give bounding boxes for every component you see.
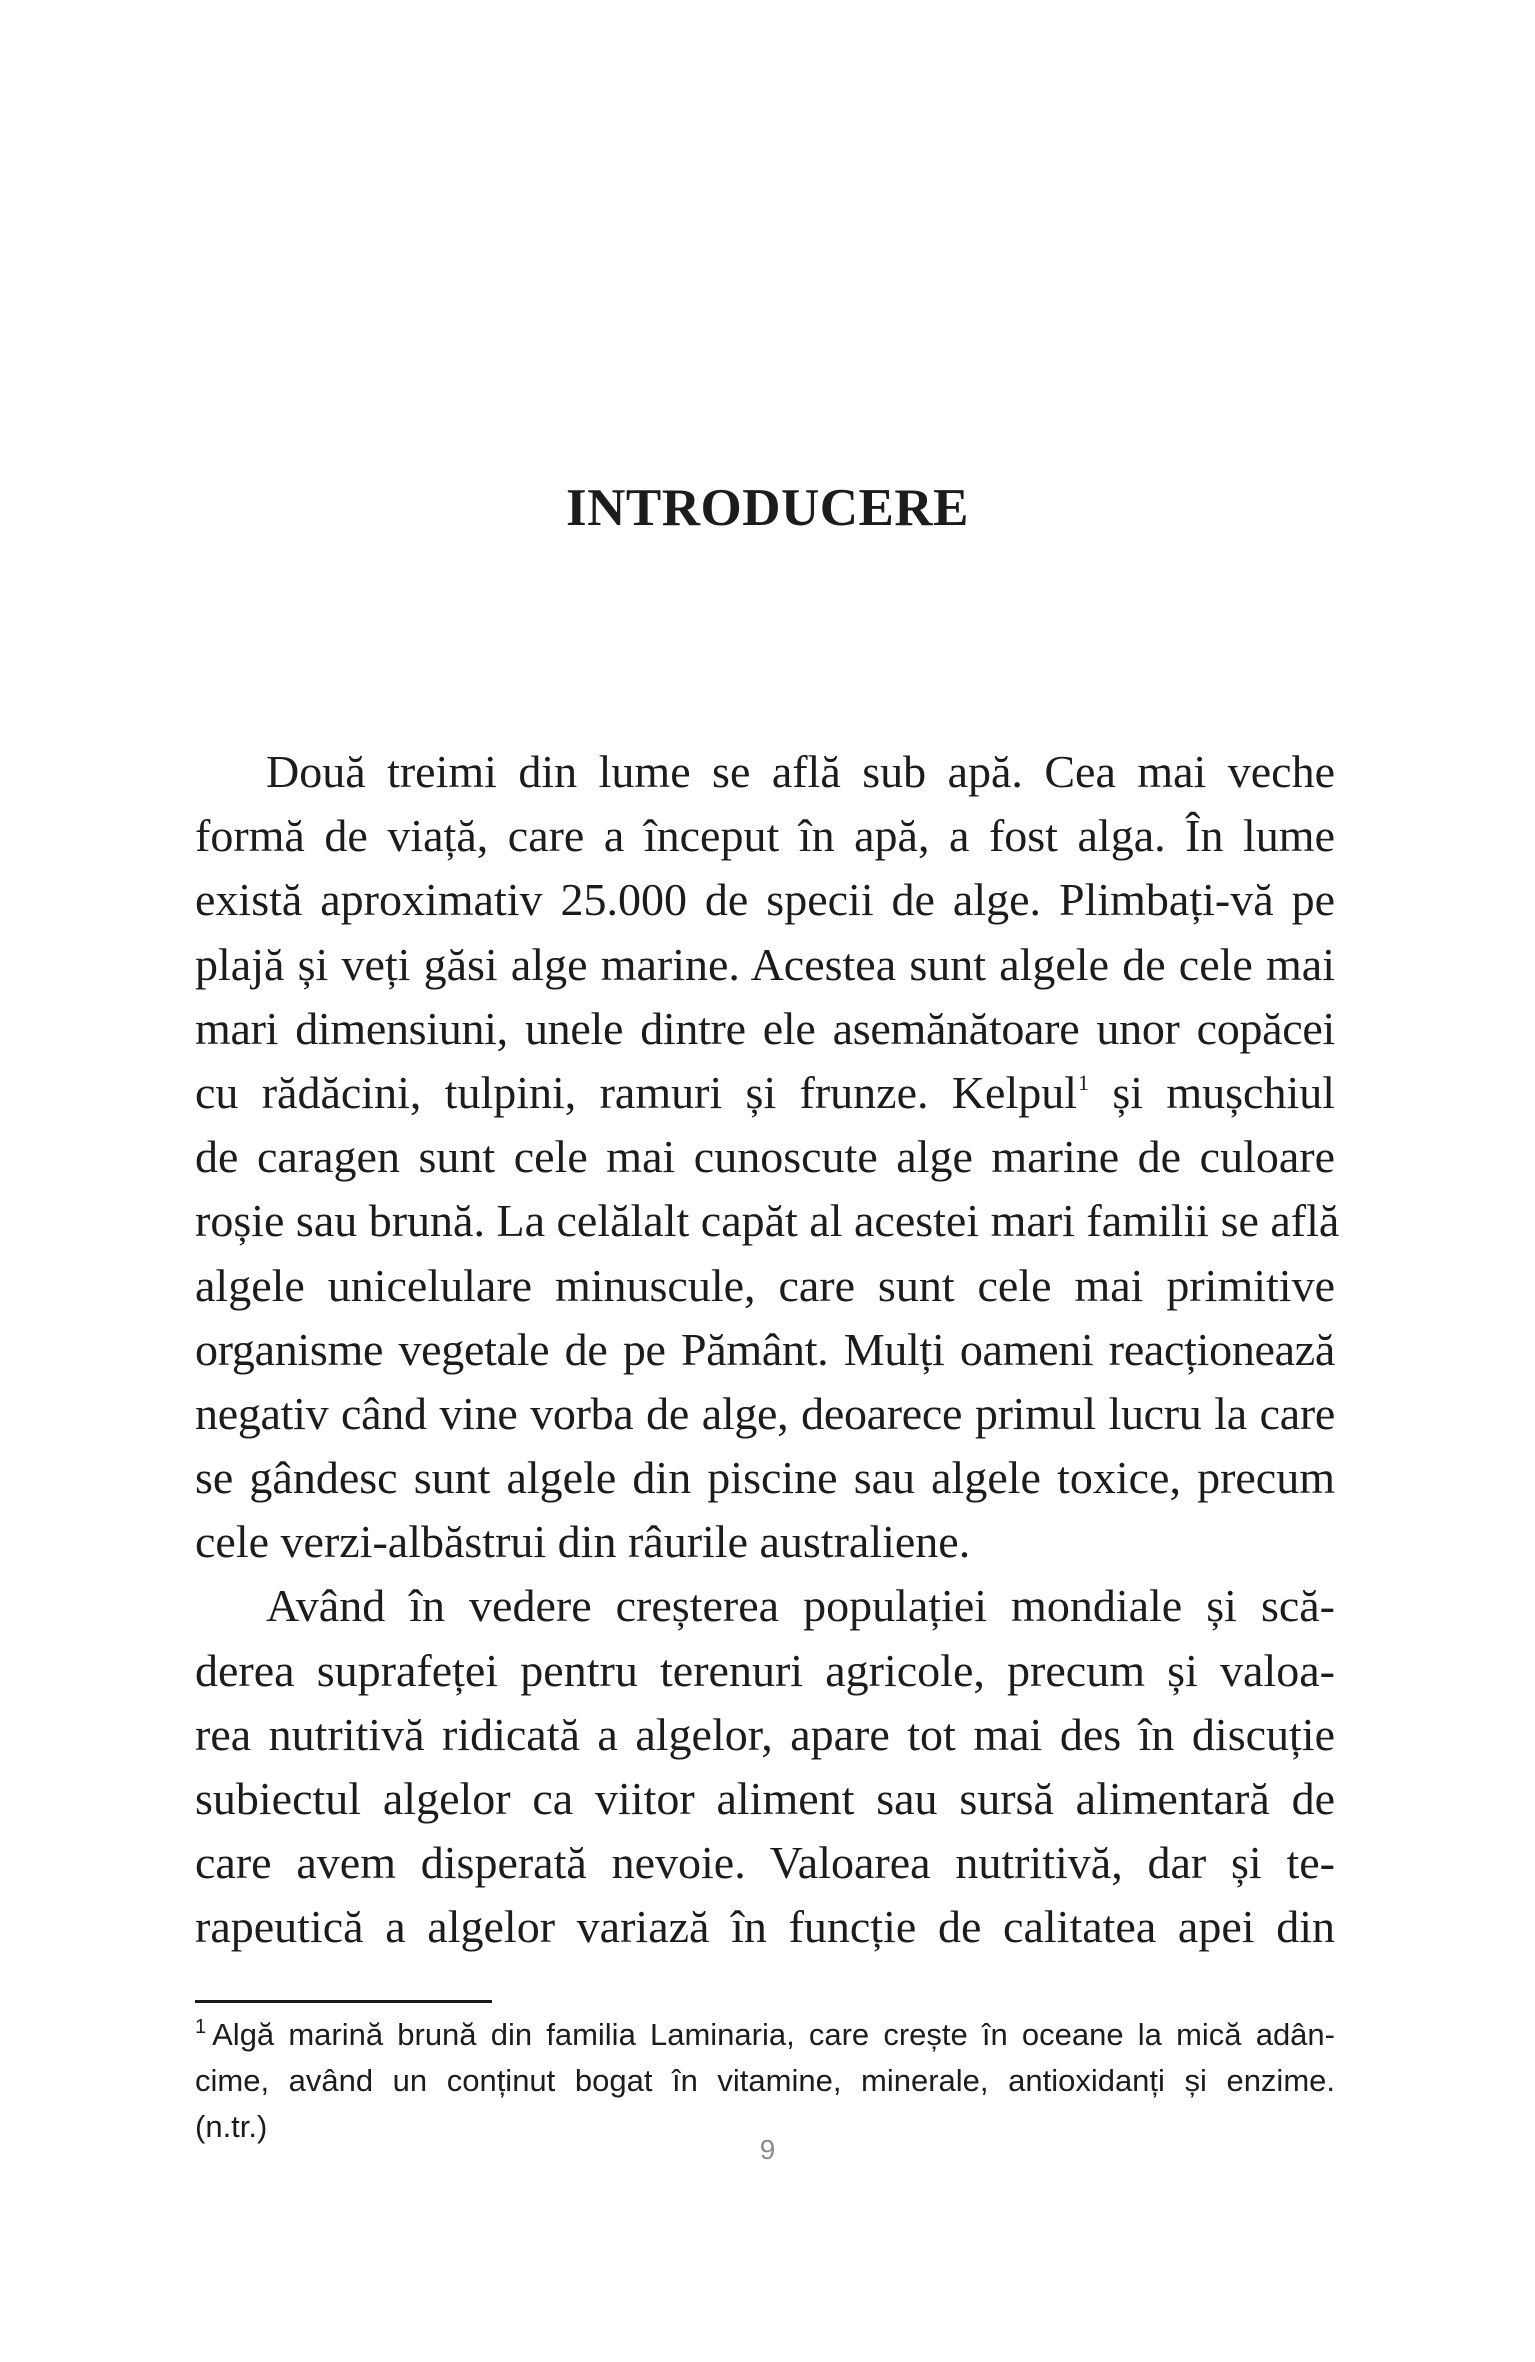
text-line: Două treimi din lume se află sub apă. Cea mai veche xyxy=(266,746,1335,797)
text-line: care avem disperată nevoie. Valoarea nutritivă, dar și te- xyxy=(195,1837,1335,1889)
footnote-text: Algă marină brună din familia Laminaria, care crește în oceane la mică adân- xyxy=(212,2017,1335,2052)
text-line: derea suprafeței pentru terenuri agricole, precum și valoa- xyxy=(195,1644,1335,1696)
text-fragment: și mușchiul xyxy=(1112,1066,1336,1118)
text-line: algele unicelulare minuscule, care sunt cele mai primitive xyxy=(195,1259,1335,1311)
footnote-line xyxy=(195,2012,1335,2058)
footnote xyxy=(195,2012,1335,2150)
chapter-title: INTRODUCERE xyxy=(565,479,970,537)
footnote-line: (n.tr.) xyxy=(195,2109,268,2144)
text-line: rapeutică a algelor variază în funcție de calitatea apei din xyxy=(195,1901,1335,1953)
text-line: Având în vedere creșterea populației mondiale și scă- xyxy=(266,1580,1335,1632)
text-line: organisme vegetale de pe Pământ. Mulți oameni reacționează xyxy=(195,1323,1335,1375)
text-line: negativ când vine vorba de alge, deoarece primul lucru la care xyxy=(195,1387,1335,1439)
text-line: mari dimensiuni, unele dintre ele asemănătoare unor copăcei xyxy=(195,1002,1335,1054)
body-text xyxy=(195,740,1340,1960)
text-fragment: cu rădăcini, tulpini, ramuri și frunze. Kelpul xyxy=(195,1066,1078,1118)
text-line: cele verzi-albăstrui din râurile australiene. xyxy=(195,1516,971,1568)
footnote-divider xyxy=(195,2000,492,2003)
footnote-line: cime, având un conținut bogat în vitamine, minerale, antioxidanți și enzime. xyxy=(195,2063,1335,2098)
text-line: plajă și veți găsi alge marine. Acestea sunt algele de cele mai xyxy=(195,938,1335,990)
text-line: roșie sau brună. La celălalt capăt al acestei mari familii se află xyxy=(195,1195,1340,1247)
text-line: se gândesc sunt algele din piscine sau algele toxice, precum xyxy=(195,1452,1335,1504)
text-line: rea nutritivă ridicată a algelor, apare tot mai des în discuție xyxy=(195,1708,1335,1760)
text-line: subiectul algelor ca viitor aliment sau sursă alimentară de xyxy=(195,1773,1335,1824)
text-line xyxy=(195,1061,1335,1125)
text-line: formă de viață, care a început în apă, a fost alga. În lume xyxy=(195,810,1335,862)
text-line: de caragen sunt cele mai cunoscute alge marine de culoare xyxy=(195,1131,1335,1183)
footnote-reference[interactable]: 1 xyxy=(1078,1069,1090,1095)
text-line: există aproximativ 25.000 de specii de alge. Plimbați-vă pe xyxy=(195,874,1335,926)
footnote-number: 1 xyxy=(195,2016,207,2038)
page-number: 9 xyxy=(759,2134,776,2165)
